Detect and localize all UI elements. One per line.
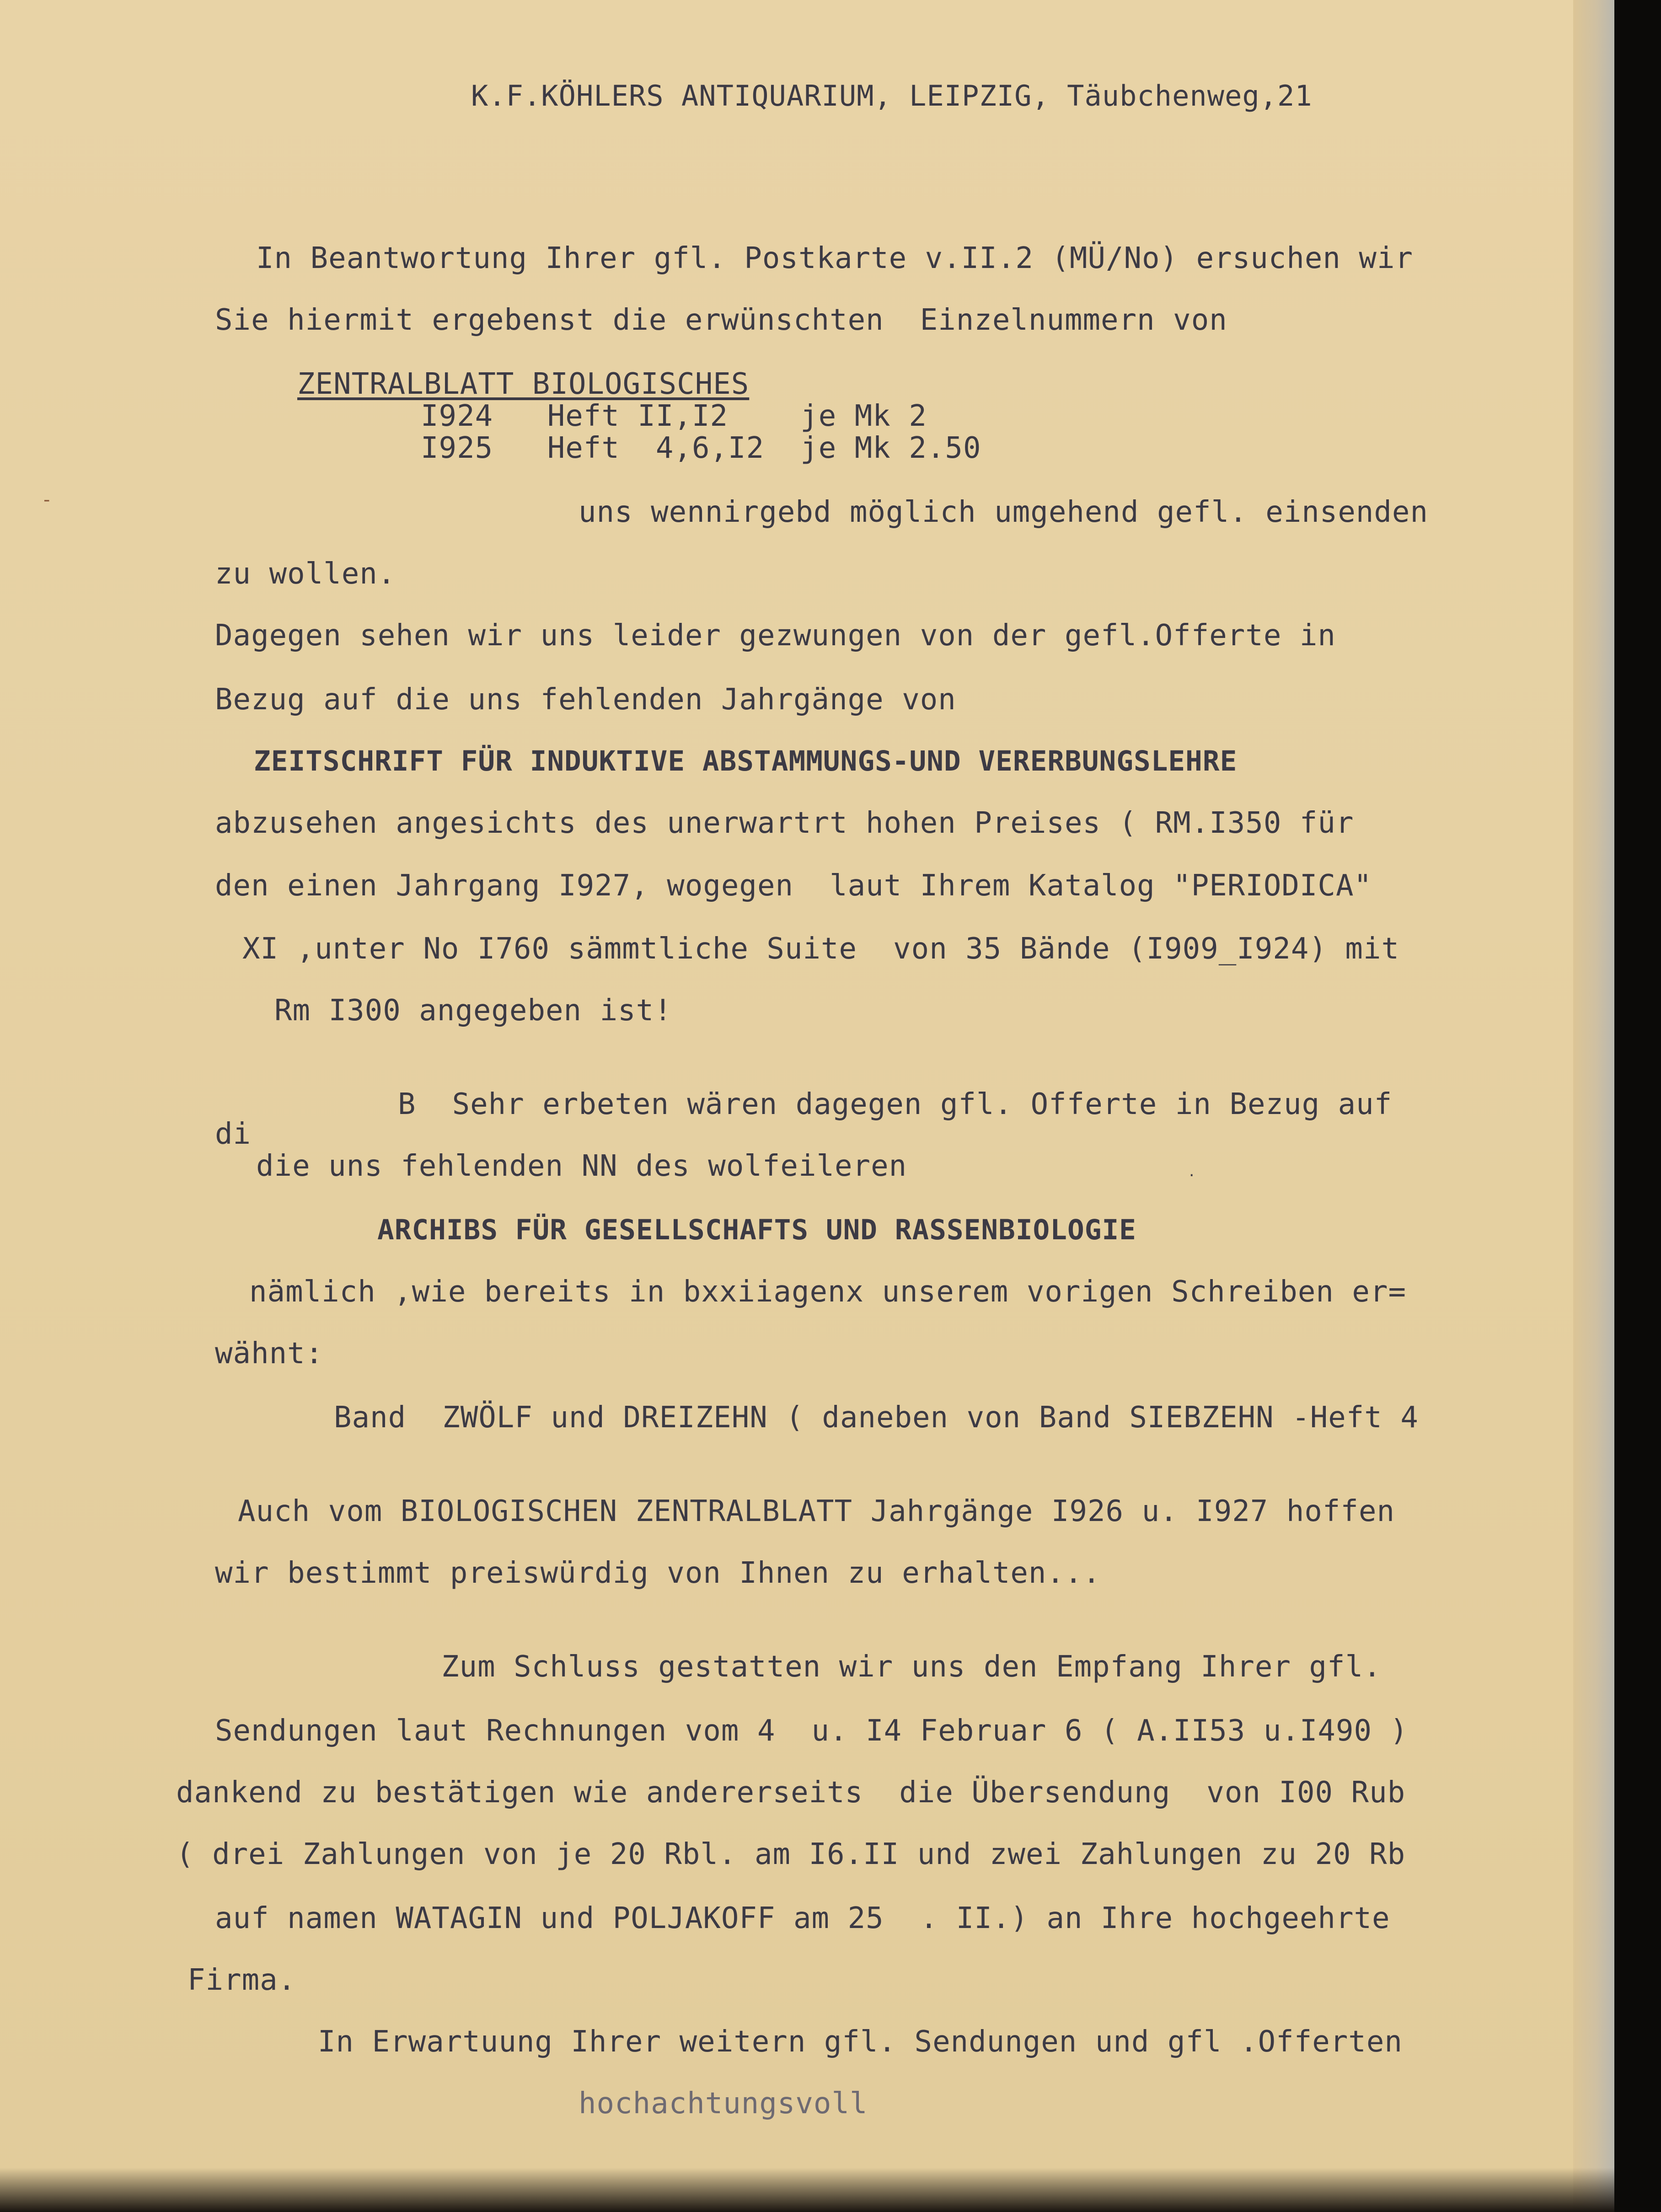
paragraph6-line4: ( drei Zahlungen von je 20 Rbl. am I6.II und zwei Zahlungen zu 20 Rb (176, 1837, 1406, 1871)
paragraph4-line4: wähnt: (215, 1337, 324, 1371)
paragraph5-line2: wir bestimmt preiswürdig von Ihnen zu erhalten... (215, 1556, 1101, 1590)
paragraph3-line3: abzusehen angesichts des unerwartrt hohen Preises ( RM.I350 für (215, 806, 1354, 840)
paragraph1-line2: Sie hiermit ergebenst die erwünschten Einzelnummern von (215, 303, 1227, 337)
paragraph5-line1: Auch vom BIOLOGISCHEN ZENTRALBLATT Jahrgänge I926 u. I927 hoffen (238, 1494, 1395, 1528)
paragraph6-line5: auf namen WATAGIN und POLJAKOFF am 25 . II.) an Ihre hochgeehrte (215, 1901, 1390, 1935)
paragraph1-line1: In Beantwortung Ihrer gfl. Postkarte v.II.2 (MÜ/No) ersuchen wir (256, 241, 1413, 275)
journal1-row-1924: I924 Heft II,I2 je Mk 2 (421, 399, 927, 433)
paragraph6-line3: dankend zu bestätigen wie andererseits die Übersendung von I00 Rub (176, 1776, 1406, 1810)
paragraph6-line6: Firma. (188, 1963, 296, 1997)
closing-line2: hochachtungsvoll (579, 2087, 868, 2121)
closing-line1: In Erwartuung Ihrer weitern gfl. Sendungen und gfl .Offerten (318, 2025, 1403, 2059)
paragraph3-line4: den einen Jahrgang I927, wogegen laut Ihrem Katalog "PERIODICA" (215, 869, 1372, 903)
paragraph4-line5: Band ZWÖLF und DREIZEHN ( daneben von Band SIEBZEHN -Heft 4 (334, 1401, 1419, 1435)
ink-dot: . (1189, 1162, 1195, 1180)
paragraph3-line1: Dagegen sehen wir uns leider gezwungen von der gefl.Offerte in (215, 619, 1336, 653)
journal1-title: ZENTRALBLATT BIOLOGISCHES (297, 367, 750, 401)
letterhead: K.F.KÖHLERS ANTIQUARIUM, LEIPZIG, Täubchenweg,21 (471, 79, 1313, 112)
paper-edge (1573, 0, 1614, 2212)
margin-mark: - (43, 489, 50, 510)
paragraph3-line2: Bezug auf die uns fehlenden Jahrgänge von (215, 683, 956, 717)
paragraph4-line1: B Sehr erbeten wären dagegen gfl. Offerte in Bezug auf (398, 1087, 1393, 1121)
paragraph2-line1: uns wennirgebd möglich umgehend gefl. einsenden (579, 495, 1428, 529)
paragraph2-line2: zu wollen. (215, 557, 396, 591)
paragraph3-line6: Rm I300 angegeben ist! (274, 994, 672, 1028)
paragraph3-line5: XI ,unter No I760 sämmtliche Suite von 35 Bände (I909_I924) mit (242, 932, 1399, 966)
journal1-row-1925: I925 Heft 4,6,I2 je Mk 2.50 (421, 431, 981, 465)
paragraph6-line2: Sendungen laut Rechnungen vom 4 u. I4 Februar 6 ( A.II53 u.I490 ) (215, 1714, 1409, 1748)
paragraph4-journal-title: ARCHIBS FÜR GESELLSCHAFTS UND RASSENBIOLOGIE (377, 1214, 1136, 1246)
paragraph3-journal-title: ZEITSCHRIFT FÜR INDUKTIVE ABSTAMMUNGS-UND VERERBUNGSLEHRE (254, 745, 1238, 777)
paragraph4-line3: nämlich ,wie bereits in bxxiiagenx unserem vorigen Schreiben er= (249, 1275, 1406, 1309)
bottom-shadow (0, 2168, 1614, 2212)
paragraph4-correction: di (215, 1117, 252, 1151)
paragraph4-line2: die uns fehlenden NN des wolfeileren (256, 1149, 907, 1183)
paragraph6-line1: Zum Schluss gestatten wir uns den Empfang Ihrer gfl. (441, 1650, 1382, 1684)
